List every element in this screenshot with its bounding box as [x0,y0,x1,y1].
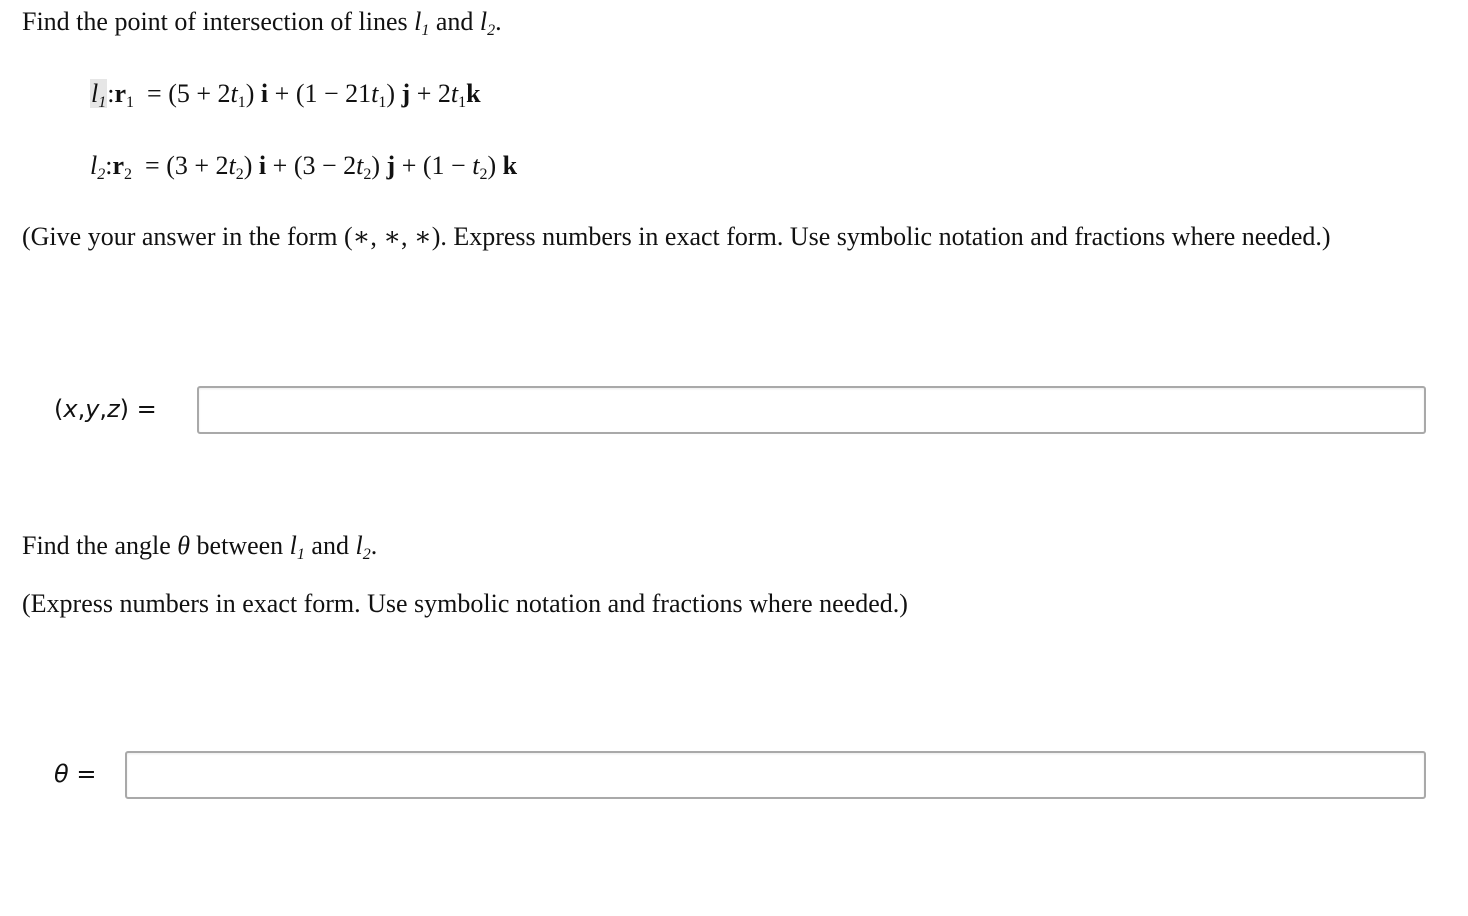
param-t: t [356,151,364,180]
line-var: l [90,151,98,180]
equals: = [68,760,97,788]
between-text: between [196,531,284,560]
vector-r: r [114,79,127,108]
eq1-line-label [90,79,107,111]
subscript: 2 [487,22,496,39]
param-t: t [228,151,236,180]
theta-symbol: θ [54,760,69,788]
line-symbol-l2 [479,7,496,39]
term: + (3 − 2 [272,151,357,180]
var-y: y [85,395,100,423]
param-t: t [450,79,459,108]
question-text: Find the point of intersection of lines [22,7,408,36]
subscript: 1 [98,94,107,111]
vector-r: r [112,151,125,180]
line-symbol-l2 [355,531,371,563]
param-t: t [472,151,480,180]
equals: ) = [119,395,157,423]
paren: ) [386,79,396,108]
subscript: 2 [97,166,106,183]
equals: = [147,79,162,108]
eq2-line-label [90,151,106,183]
var-x: x [63,395,78,423]
period: . [370,531,378,560]
question-text: Find the angle [22,531,171,560]
line-var: l [91,79,99,108]
line-var: l [414,7,422,36]
and-text: and [435,7,474,36]
answer-label-xyz [54,394,157,424]
subscript: 1 [458,94,467,111]
instructions-intersection: (Give your answer in the form (∗, ∗, ∗). Express numbers in exact form. Use symbolic notation and fractions where needed.) [22,222,1331,251]
unit-vector-j: j [386,151,396,180]
unit-vector-i: i [258,151,267,180]
line-var: l [355,531,363,560]
subscript: 1 [296,546,305,563]
unit-vector-k: k [466,79,481,108]
term: + (1 − 21 [274,79,372,108]
subscript: 2 [124,166,133,183]
colon: : [105,151,113,180]
comma: , [77,395,86,423]
period: . [495,7,502,36]
intersection-point-input[interactable] [197,386,1426,434]
subscript: 2 [479,166,488,183]
subscript: 1 [378,94,387,111]
colon: : [107,79,115,108]
answer-label-theta [54,759,96,789]
subscript: 1 [237,94,246,111]
equals: = [145,151,160,180]
subscript: 2 [362,546,371,563]
line-symbol-l1 [414,7,430,39]
paren: ) [243,151,253,180]
equation-line-2 [90,150,517,182]
unit-vector-i: i [260,79,269,108]
instructions-angle: (Express numbers in exact form. Use symbolic notation and fractions where needed.) [22,589,908,618]
term: (3 + 2 [166,151,229,180]
line-var: l [479,7,488,36]
term: + 2 [416,79,451,108]
question-angle [22,530,377,562]
paren: ) [245,79,255,108]
equation-line-1 [90,78,481,110]
paren: ) [371,151,381,180]
unit-vector-k: k [502,151,518,180]
question-intersection [22,6,502,38]
paren: ( [54,395,64,423]
unit-vector-j: j [401,79,411,108]
angle-input[interactable] [125,751,1426,799]
and-text: and [311,531,349,560]
term: (5 + 2 [168,79,231,108]
theta-symbol: θ [177,531,191,560]
param-t: t [230,79,238,108]
var-z: z [107,395,120,423]
subscript: 1 [421,22,430,39]
line-symbol-l1 [289,531,305,563]
subscript: 2 [235,166,244,183]
subscript: 1 [126,94,135,111]
subscript: 2 [363,166,372,183]
comma: , [99,395,108,423]
paren: ) [487,151,497,180]
term: + (1 − [401,151,466,180]
param-t: t [371,79,379,108]
line-var: l [289,531,297,560]
